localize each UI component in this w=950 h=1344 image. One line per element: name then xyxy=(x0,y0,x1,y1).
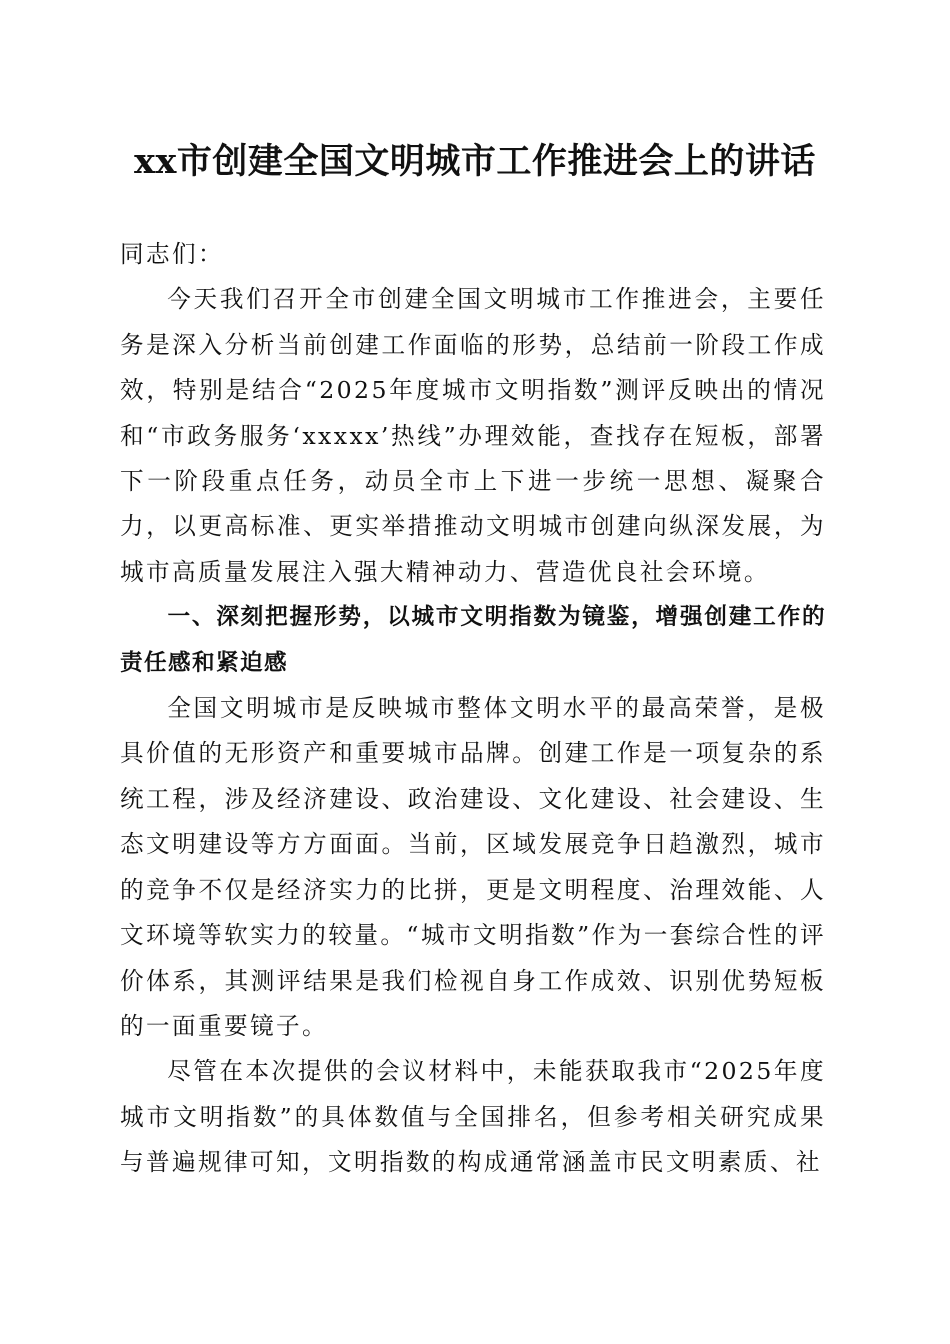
body-paragraph: 尽管在本次提供的会议材料中，未能获取我市“2025年度城市文明指数”的具体数值与全国排名，但参考相关研究成果与普遍规律可知，文明指数的构成通常涵盖市民文明素质、社 xyxy=(120,1057,826,1177)
salutation: 同志们： xyxy=(120,240,224,268)
body-paragraph: 全国文明城市是反映城市整体文明水平的最高荣誉，是极具价值的无形资产和重要城市品牌。创建工作是一项复杂的系统工程，涉及经济建设、政治建设、文化建设、社会建设、生态文明建设等方方面面。当前，区域发展竞争日趋激烈，城市的竞争不仅是经济实力的比拼，更是文明程度、治理效能、人文环境等软实力的较量。“城市文明指数”作为一套综合性的评价体系，其测评结果是我们检视自身工作成效、识别优势短板的一面重要镜子。 xyxy=(120,694,826,1040)
section-heading: 一、深刻把握形势，以城市文明指数为镜鉴，增强创建工作的责任感和紧迫感 xyxy=(120,604,826,676)
intro-paragraph: 今天我们召开全市创建全国文明城市工作推进会，主要任务是深入分析当前创建工作面临的形势，总结前一阶段工作成效，特别是结合“2025年度城市文明指数”测评反映出的情况和“市政务服务‘xxxxx’热线”办理效能，查找存在短板，部署下一阶段重点任务，动员全市上下进一步统一思想、凝聚合力，以更高标准、更实举措推动文明城市创建向纵深发展，为城市高质量发展注入强大精神动力、营造优良社会环境。 xyxy=(120,285,826,586)
document-body xyxy=(120,232,826,1186)
document-title: xx市创建全国文明城市工作推进会上的讲话 xyxy=(134,141,816,182)
